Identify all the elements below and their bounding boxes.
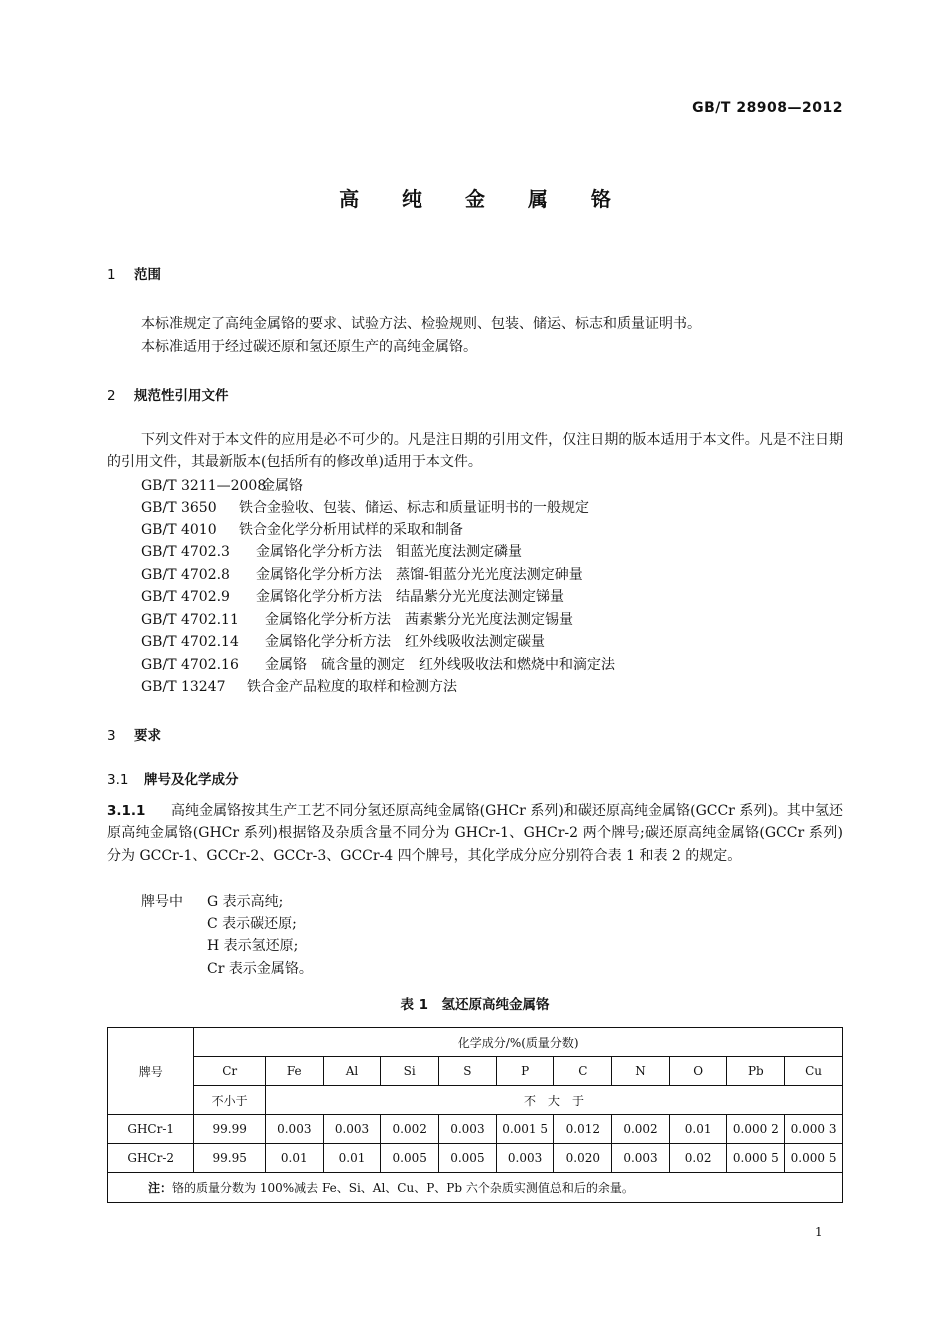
reference-item: [141, 631, 545, 651]
clause-text: 高纯金属铬按其生产工艺不同分氢还原高纯金属铬(GHCr 系列)和碳还原高纯金属铬(GCCr 系列)。其中氢还原高纯金属铬(GHCr 系列)根据铬及杂质含量不同分为 GHCr-1、GHCr-2 两个牌号;碳还原高纯金属铬(GCCr 系列)分为 GCCr-1、GCCr-2、GCCr-3、GCCr-4 四个牌号，其化学成分应分别符合表 1 和表 2 的规定。: [107, 803, 843, 864]
composition-group-header: 化学成分/%(质量分数): [194, 1028, 843, 1057]
reference-item: [141, 564, 583, 584]
table-note: [108, 1173, 843, 1203]
element-header-row: [108, 1057, 843, 1086]
legend-item: G 表示高纯;: [207, 894, 284, 910]
section-3-heading: [107, 724, 161, 744]
subsection-3-1-heading: [107, 768, 239, 788]
value-cell: 0.000 3: [785, 1115, 843, 1144]
reference-code: GB/T 4702.8: [141, 567, 230, 583]
reference-title: 金属铬化学分析方法 结晶紫分光光度法测定锑量: [256, 589, 564, 605]
element-header: Si: [381, 1057, 439, 1086]
section-number: 3.1: [107, 772, 129, 788]
element-header: P: [496, 1057, 554, 1086]
section-2-heading: [107, 384, 229, 404]
grade-cell: GHCr-2: [108, 1144, 194, 1173]
reference-title: 金属铬化学分析方法 红外线吸收法测定碳量: [265, 634, 545, 650]
page-number: 1: [815, 1225, 823, 1239]
document-title: 高 纯 金 属 铬: [339, 187, 629, 211]
table-caption: 表 1 氢还原高纯金属铬: [400, 997, 550, 1013]
reference-code: GB/T 13247: [141, 679, 226, 695]
reference-item: [141, 475, 303, 495]
element-header: Cu: [785, 1057, 843, 1086]
value-cell: 0.001 5: [496, 1115, 554, 1144]
section-number: 3: [107, 728, 116, 744]
grade-header: 牌号: [108, 1028, 194, 1115]
value-cell: 0.000 5: [785, 1144, 843, 1173]
value-cell: 0.002: [612, 1115, 670, 1144]
reference-title: 金属铬化学分析方法 蒸馏-钼蓝分光光度法测定砷量: [256, 567, 583, 583]
paragraph-text: 下列文件对于本文件的应用是必不可少的。凡是注日期的引用文件，仅注日期的版本适用于本文件。凡是不注日期的引用文件，其最新版本(包括所有的修改单)适用于本文件。: [107, 432, 843, 471]
table-header-row: [108, 1028, 843, 1057]
reference-item: [141, 676, 457, 696]
value-cell: 0.01: [669, 1115, 727, 1144]
clause-number: 3.1.1: [107, 803, 146, 819]
reference-title: 铁合金化学分析用试样的采取和制备: [239, 522, 463, 538]
element-header: Al: [323, 1057, 381, 1086]
element-header: C: [554, 1057, 612, 1086]
reference-code: GB/T 4702.9: [141, 589, 230, 605]
value-cell: 0.003: [323, 1115, 381, 1144]
section-title: 范围: [134, 267, 161, 283]
reference-item: [141, 519, 463, 539]
element-header: S: [439, 1057, 497, 1086]
reference-code: GB/T 4702.14: [141, 634, 239, 650]
value-cell: 0.01: [323, 1144, 381, 1173]
section-title: 规范性引用文件: [134, 388, 229, 404]
reference-item: [141, 654, 615, 674]
reference-code: GB/T 3650: [141, 500, 217, 516]
reference-title: 铁合金产品粒度的取样和检测方法: [247, 679, 457, 695]
reference-title: 金属铬化学分析方法 钼蓝光度法测定磷量: [256, 544, 522, 560]
legend-item: Cr 表示金属铬。: [207, 961, 313, 977]
reference-title: 金属铬: [261, 478, 303, 494]
value-cell: 0.012: [554, 1115, 612, 1144]
section-number: 1: [107, 267, 116, 283]
section-number: 2: [107, 388, 116, 404]
reference-code: GB/T 4702.16: [141, 657, 239, 673]
reference-code: GB/T 4702.3: [141, 544, 230, 560]
reference-item: [141, 541, 522, 561]
table-note-row: [108, 1173, 843, 1203]
value-cell: 99.95: [194, 1144, 266, 1173]
element-header: Fe: [265, 1057, 323, 1086]
limit-row: [108, 1086, 843, 1115]
section-title: 要求: [134, 728, 161, 744]
reference-code: GB/T 4702.11: [141, 612, 239, 628]
value-cell: 0.003: [265, 1115, 323, 1144]
section-title: 牌号及化学成分: [144, 772, 239, 788]
legend-item: C 表示碳还原;: [207, 916, 297, 932]
value-cell: 0.01: [265, 1144, 323, 1173]
paragraph: 本标准规定了高纯金属铬的要求、试验方法、检验规则、包装、储运、标志和质量证明书。: [141, 316, 701, 332]
composition-table: [107, 1027, 843, 1203]
element-header: N: [612, 1057, 670, 1086]
note-label: 注：: [148, 1181, 173, 1195]
table-row: [108, 1144, 843, 1173]
clause-3-1-1: [107, 800, 843, 867]
value-cell: 0.02: [669, 1144, 727, 1173]
legend-prefix: 牌号中: [141, 894, 183, 910]
element-header: Pb: [727, 1057, 785, 1086]
standard-code: GB/T 28908—2012: [692, 100, 843, 116]
reference-code: GB/T 4010: [141, 522, 217, 538]
element-header: Cr: [194, 1057, 266, 1086]
limit-not-less: 不小于: [194, 1086, 266, 1115]
grade-cell: GHCr-1: [108, 1115, 194, 1144]
element-header: O: [669, 1057, 727, 1086]
section-1-heading: [107, 263, 161, 283]
reference-item: [141, 586, 564, 606]
reference-title: 铁合金验收、包装、储运、标志和质量证明书的一般规定: [239, 500, 589, 516]
value-cell: 0.003: [496, 1144, 554, 1173]
legend-item: H 表示氢还原;: [207, 938, 299, 954]
value-cell: 0.000 5: [727, 1144, 785, 1173]
table-row: [108, 1115, 843, 1144]
paragraph: 本标准适用于经过碳还原和氢还原生产的高纯金属铬。: [141, 339, 477, 355]
value-cell: 0.002: [381, 1115, 439, 1144]
reference-code: GB/T 3211—2008: [141, 478, 267, 494]
reference-item: [141, 609, 573, 629]
value-cell: 0.003: [439, 1115, 497, 1144]
value-cell: 0.003: [612, 1144, 670, 1173]
value-cell: 0.020: [554, 1144, 612, 1173]
value-cell: 0.005: [381, 1144, 439, 1173]
value-cell: 99.99: [194, 1115, 266, 1144]
value-cell: 0.000 2: [727, 1115, 785, 1144]
limit-not-more: 不 大 于: [265, 1086, 842, 1115]
note-text: 铬的质量分数为 100%减去 Fe、Si、Al、Cu、P、Pb 六个杂质实测值总和后的余量。: [172, 1181, 634, 1195]
references-intro: [107, 429, 843, 474]
reference-item: [141, 497, 589, 517]
reference-title: 金属铬化学分析方法 茜素紫分光光度法测定锡量: [265, 612, 573, 628]
reference-title: 金属铬 硫含量的测定 红外线吸收法和燃烧中和滴定法: [265, 657, 615, 673]
value-cell: 0.005: [439, 1144, 497, 1173]
